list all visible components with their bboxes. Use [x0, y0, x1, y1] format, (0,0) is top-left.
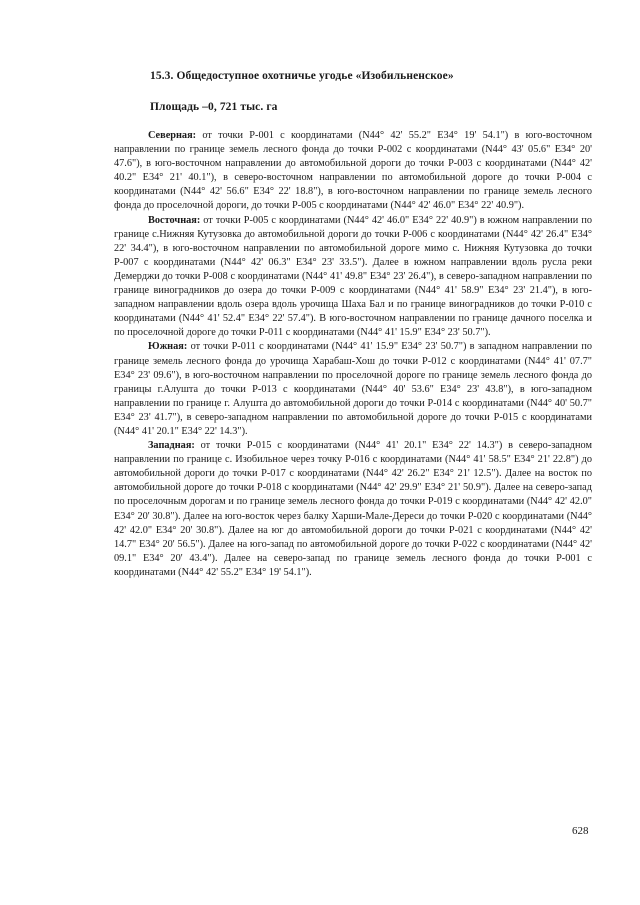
north-boundary-paragraph: [114, 129, 592, 214]
west-boundary-text: от точки Р-015 с координатами (N44° 41' 20.1" E34° 22' 14.3") в северо-западном направлении по границе с. Изобильное через точку Р-016 с координатами (N44° 41' 58.5" E34° 21' 22.8") до автомобильной дороги до точки Р-017 с координатами (N44° 42' 26.2" E34° 21' 12.5"). Далее на восток по автомобильной дороге до точки Р-018 с координатами (N44° 42' 29.9" E34° 21' 50.9"). Далее на северо-запад по проселочным дорогам и по границе земель лесного фонда до точки Р-019 с координатами (N44° 42' 42.0" E34° 20' 30.8"). Далее на юго-восток через балку Харши-Мале-Дереси до точки Р-020 с координатами (N44° 42' 42.0" E34° 20' 30.8"). Далее на юг до автомобильной дороги до точки Р-021 с координатами (N44° 42' 14.7" E34° 20' 56.5"). Далее на юго-запад по автомобильной дороге до точки Р-022 с координатами (N44° 42' 09.1" E34° 20' 43.4"). Далее на северо-запад по границе земель лесного фонда до точки Р-001 с координатами (N44° 42' 55.2" E34° 19' 54.1").: [114, 440, 592, 578]
south-boundary-label: Южная:: [148, 341, 188, 353]
west-boundary-label: Западная:: [148, 440, 195, 452]
east-boundary-label: Восточная:: [148, 214, 201, 226]
page-number: 628: [572, 825, 589, 837]
north-boundary-label: Северная:: [148, 130, 197, 141]
south-boundary-paragraph: [114, 340, 592, 439]
area-line: Площадь –0, 721 тыс. га: [150, 101, 278, 113]
east-boundary-paragraph: [114, 214, 592, 341]
west-boundary-paragraph: [114, 439, 592, 580]
section-title: 15.3. Общедоступное охотничье угодье «Изобильненское»: [150, 70, 454, 82]
south-boundary-text: от точки Р-011 с координатами (N44° 41' 15.9" E34° 23' 50.7") в западном направлении по границе земель лесного фонда до урочища Харабаш-Хош до точки Р-012 с координатами (N44° 41' 07.7" E34° 23' 09.6"), в юго-восточном направлении по проселочной дороге по границе земель лесного фонда до границы г.Алушта до точки Р-013 с координатами (N44° 40' 53.6" E34° 23' 43.8"), в юго-западном направлении по границе г. Алушта до автомобильной дороги до точки Р-014 с координатами (N44° 40' 50.7" E34° 23' 41.7"), в северо-западном направлении по автомобильной дороге до точки Р-015 с координатами (N44° 41' 20.1" E34° 22' 14.3").: [114, 341, 592, 437]
north-boundary-text: от точки Р-001 с координатами (N44° 42' 55.2" E34° 19' 54.1") в юго-восточном направлении по границе земель лесного фонда до точки Р-002 с координатами (N44° 43' 05.6" E34° 20' 47.6"), в юго-восточном направлении до автомобильной дороги до точки Р-003 с координатами (N44° 42' 40.2" E34° 21' 40.1"), в северо-восточном направлении по автомобильной дороге до точки Р-004 с координатами (N44° 42' 56.6" E34° 22' 18.8"), в юго-восточном направлении по границе земель лесного фонда до проселочной дороги, до точки Р-005 с координатами (N44° 42' 46.0" E34° 22' 40.9").: [114, 130, 592, 212]
east-boundary-text: от точки Р-005 с координатами (N44° 42' 46.0" E34° 22' 40.9") в южном направлении по границе с.Нижняя Кутузовка до автомобильной дороги до точки Р-006 с координатами (N44° 42' 26.4" E34° 22' 34.4"), в юго-восточном направлении по автомобильной дороге мимо с. Нижняя Кутузовка до точки Р-007 с координатами (N44° 42' 06.3" E34° 23' 33.5"). Далее в южном направлении вдоль русла реки Демерджи до точки Р-008 с координатами (N44° 41' 49.8" E34° 23' 26.4"), в северо-западном направлении по границе виноградников до озера до точки Р-009 с координатами (N44° 41' 58.9" E34° 23' 21.4"), в юго-западном направлении вдоль озера вдоль урочища Шаха Бал и по границе виноградников до точки Р-010 с координатами (N44° 41' 52.4" E34° 22' 57.4"). В юго-восточном направлении по границе дачного поселка и по проселочной дороге до точки Р-011 с координатами (N44° 41' 15.9" E34° 23' 50.7").: [114, 214, 592, 339]
boundary-description: [114, 129, 592, 580]
